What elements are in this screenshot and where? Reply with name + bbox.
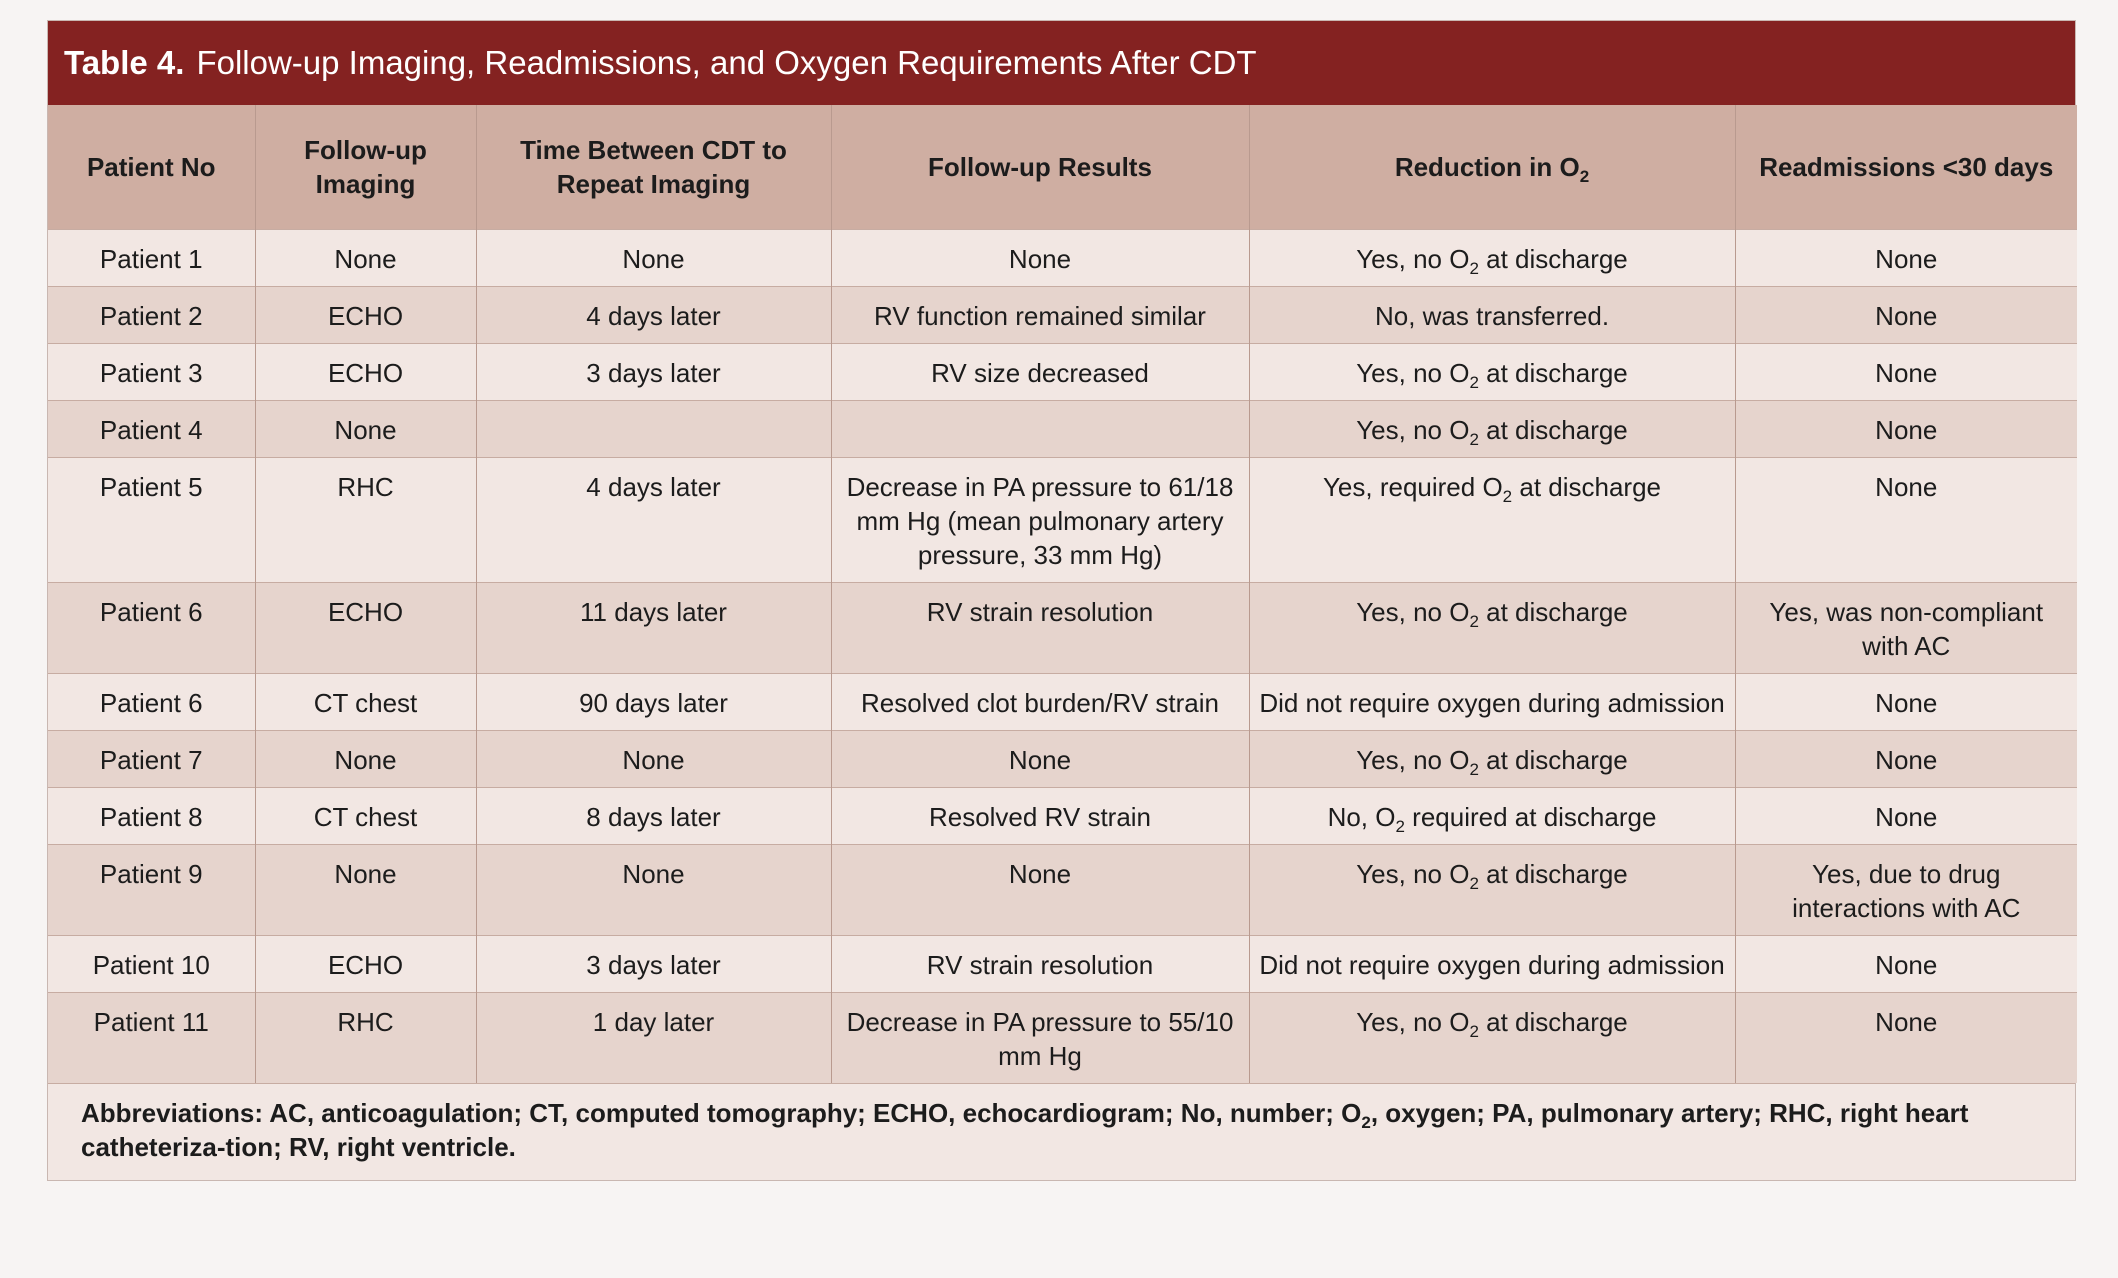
cell-follow-up-results: RV function remained similar — [831, 287, 1249, 344]
table-row — [48, 845, 2077, 936]
cell-reduction-in-o2 — [1249, 936, 1735, 993]
cell-patient-no: Patient 10 — [48, 936, 255, 993]
cell-time-between: 11 days later — [476, 583, 831, 674]
cell-reduction-in-o2 — [1249, 731, 1735, 788]
table-body — [48, 230, 2077, 1084]
cell-time-between: 1 day later — [476, 993, 831, 1084]
cell-time-between: 3 days later — [476, 344, 831, 401]
cell-readmissions: Yes, was non-compliant with AC — [1735, 583, 2077, 674]
data-table-container — [47, 20, 2076, 1181]
cell-time-between: 8 days later — [476, 788, 831, 845]
cell-time-between: None — [476, 731, 831, 788]
cell-readmissions: None — [1735, 674, 2077, 731]
cell-follow-up-results: None — [831, 230, 1249, 287]
o2-subscript: 2 — [1469, 760, 1479, 779]
cell-readmissions: None — [1735, 936, 2077, 993]
cell-reduction-in-o2 — [1249, 993, 1735, 1084]
cell-patient-no: Patient 9 — [48, 845, 255, 936]
cell-follow-up-results: None — [831, 731, 1249, 788]
header-follow-up-imaging: Follow-up Imaging — [255, 105, 476, 230]
cell-reduction-in-o2 — [1249, 788, 1735, 845]
o2-subscript: 2 — [1395, 817, 1405, 836]
table-row — [48, 230, 2077, 287]
cell-readmissions: None — [1735, 287, 2077, 344]
o2-text-start: Yes, no O — [1356, 244, 1470, 274]
cell-reduction-in-o2 — [1249, 458, 1735, 583]
table-header-row — [48, 105, 2077, 230]
cell-patient-no: Patient 7 — [48, 731, 255, 788]
abbreviations-footnote — [48, 1083, 2075, 1180]
abbreviations-text-start: Abbreviations: AC, anticoagulation; CT, computed tomography; ECHO, echocardiogram; No, number; O — [81, 1098, 1362, 1128]
table-row — [48, 731, 2077, 788]
cell-follow-up-results: Decrease in PA pressure to 61/18 mm Hg (mean pulmonary artery pressure, 33 mm Hg) — [831, 458, 1249, 583]
cell-reduction-in-o2 — [1249, 230, 1735, 287]
cell-follow-up-results: Decrease in PA pressure to 55/10 mm Hg — [831, 993, 1249, 1084]
cell-follow-up-imaging: None — [255, 230, 476, 287]
cell-follow-up-results: Resolved clot burden/RV strain — [831, 674, 1249, 731]
follow-up-table — [48, 105, 2077, 1083]
o2-subscript: 2 — [1469, 1022, 1479, 1041]
o2-text-start: No, O — [1327, 802, 1396, 832]
cell-patient-no: Patient 11 — [48, 993, 255, 1084]
o2-text-start: Did not require oxygen during admission — [1259, 688, 1725, 718]
cell-follow-up-results: RV strain resolution — [831, 583, 1249, 674]
o2-text-start: Yes, no O — [1356, 745, 1470, 775]
cell-patient-no: Patient 5 — [48, 458, 255, 583]
cell-follow-up-results: Resolved RV strain — [831, 788, 1249, 845]
cell-readmissions: None — [1735, 344, 2077, 401]
cell-reduction-in-o2 — [1249, 674, 1735, 731]
table-row — [48, 936, 2077, 993]
cell-reduction-in-o2 — [1249, 845, 1735, 936]
cell-patient-no: Patient 8 — [48, 788, 255, 845]
header-reduction-in-o2 — [1249, 105, 1735, 230]
o2-text-start: Yes, required O — [1322, 472, 1503, 502]
o2-subscript: 2 — [1469, 259, 1479, 278]
o2-text-end: required at discharge — [1404, 802, 1657, 832]
o2-subscript: 2 — [1469, 612, 1479, 631]
table-row — [48, 287, 2077, 344]
cell-reduction-in-o2 — [1249, 287, 1735, 344]
cell-reduction-in-o2 — [1249, 344, 1735, 401]
cell-reduction-in-o2 — [1249, 583, 1735, 674]
cell-readmissions: None — [1735, 731, 2077, 788]
table-row — [48, 344, 2077, 401]
cell-follow-up-imaging: CT chest — [255, 674, 476, 731]
cell-time-between: 4 days later — [476, 458, 831, 583]
cell-time-between — [476, 401, 831, 458]
cell-readmissions: None — [1735, 401, 2077, 458]
cell-follow-up-imaging: ECHO — [255, 936, 476, 993]
o2-subscript: 2 — [1469, 430, 1479, 449]
cell-follow-up-imaging: ECHO — [255, 344, 476, 401]
cell-follow-up-imaging: ECHO — [255, 583, 476, 674]
cell-patient-no: Patient 2 — [48, 287, 255, 344]
o2-text-end: at discharge — [1478, 597, 1628, 627]
table-row — [48, 674, 2077, 731]
cell-follow-up-imaging: None — [255, 401, 476, 458]
o2-text-end: at discharge — [1478, 415, 1628, 445]
header-reduction-subscript: 2 — [1579, 167, 1590, 186]
o2-text-end: at discharge — [1478, 1007, 1628, 1037]
o2-text-start: No, was transferred. — [1374, 301, 1610, 331]
table-title-label: Table 4. — [64, 44, 185, 81]
table-title-text: Follow-up Imaging, Readmissions, and Oxygen Requirements After CDT — [196, 44, 1257, 81]
cell-follow-up-imaging: RHC — [255, 458, 476, 583]
cell-follow-up-results: RV size decreased — [831, 344, 1249, 401]
o2-subscript: 2 — [1469, 373, 1479, 392]
cell-follow-up-imaging: ECHO — [255, 287, 476, 344]
cell-readmissions: Yes, due to drug interactions with AC — [1735, 845, 2077, 936]
o2-text-end: at discharge — [1478, 244, 1628, 274]
header-time-between: Time Between CDT to Repeat Imaging — [476, 105, 831, 230]
cell-readmissions: None — [1735, 993, 2077, 1084]
cell-patient-no: Patient 1 — [48, 230, 255, 287]
cell-follow-up-imaging: CT chest — [255, 788, 476, 845]
table-row — [48, 458, 2077, 583]
cell-follow-up-results: None — [831, 845, 1249, 936]
o2-text-start: Yes, no O — [1356, 415, 1470, 445]
o2-text-start: Did not require oxygen during admission — [1259, 950, 1725, 980]
abbreviations-text-end: , oxygen; PA, pulmonary artery; RHC, right heart catheteriza-tion; RV, right ventricle. — [81, 1098, 1969, 1162]
cell-readmissions: None — [1735, 788, 2077, 845]
cell-readmissions: None — [1735, 230, 2077, 287]
header-reduction-text: Reduction in O — [1394, 152, 1580, 182]
cell-time-between: None — [476, 230, 831, 287]
o2-text-end: at discharge — [1478, 859, 1628, 889]
table-title — [48, 21, 2075, 105]
cell-reduction-in-o2 — [1249, 401, 1735, 458]
table-row — [48, 583, 2077, 674]
cell-time-between: 3 days later — [476, 936, 831, 993]
o2-text-end: at discharge — [1478, 358, 1628, 388]
cell-patient-no: Patient 6 — [48, 583, 255, 674]
table-row — [48, 788, 2077, 845]
cell-follow-up-imaging: None — [255, 731, 476, 788]
o2-subscript: 2 — [1469, 874, 1479, 893]
o2-text-end: at discharge — [1512, 472, 1662, 502]
cell-follow-up-imaging: None — [255, 845, 476, 936]
o2-text-start: Yes, no O — [1356, 1007, 1470, 1037]
header-readmissions: Readmissions <30 days — [1735, 105, 2077, 230]
cell-readmissions: None — [1735, 458, 2077, 583]
cell-time-between: 90 days later — [476, 674, 831, 731]
cell-patient-no: Patient 3 — [48, 344, 255, 401]
cell-time-between: 4 days later — [476, 287, 831, 344]
header-patient-no: Patient No — [48, 105, 255, 230]
cell-follow-up-imaging: RHC — [255, 993, 476, 1084]
o2-text-start: Yes, no O — [1356, 597, 1470, 627]
header-follow-up-results: Follow-up Results — [831, 105, 1249, 230]
o2-subscript: 2 — [1502, 487, 1513, 506]
cell-follow-up-results: RV strain resolution — [831, 936, 1249, 993]
cell-patient-no: Patient 4 — [48, 401, 255, 458]
cell-patient-no: Patient 6 — [48, 674, 255, 731]
abbreviations-subscript: 2 — [1361, 1113, 1371, 1132]
cell-follow-up-results — [831, 401, 1249, 458]
o2-text-start: Yes, no O — [1356, 358, 1470, 388]
o2-text-end: at discharge — [1478, 745, 1628, 775]
table-row — [48, 401, 2077, 458]
table-row — [48, 993, 2077, 1084]
cell-time-between: None — [476, 845, 831, 936]
o2-text-start: Yes, no O — [1356, 859, 1470, 889]
